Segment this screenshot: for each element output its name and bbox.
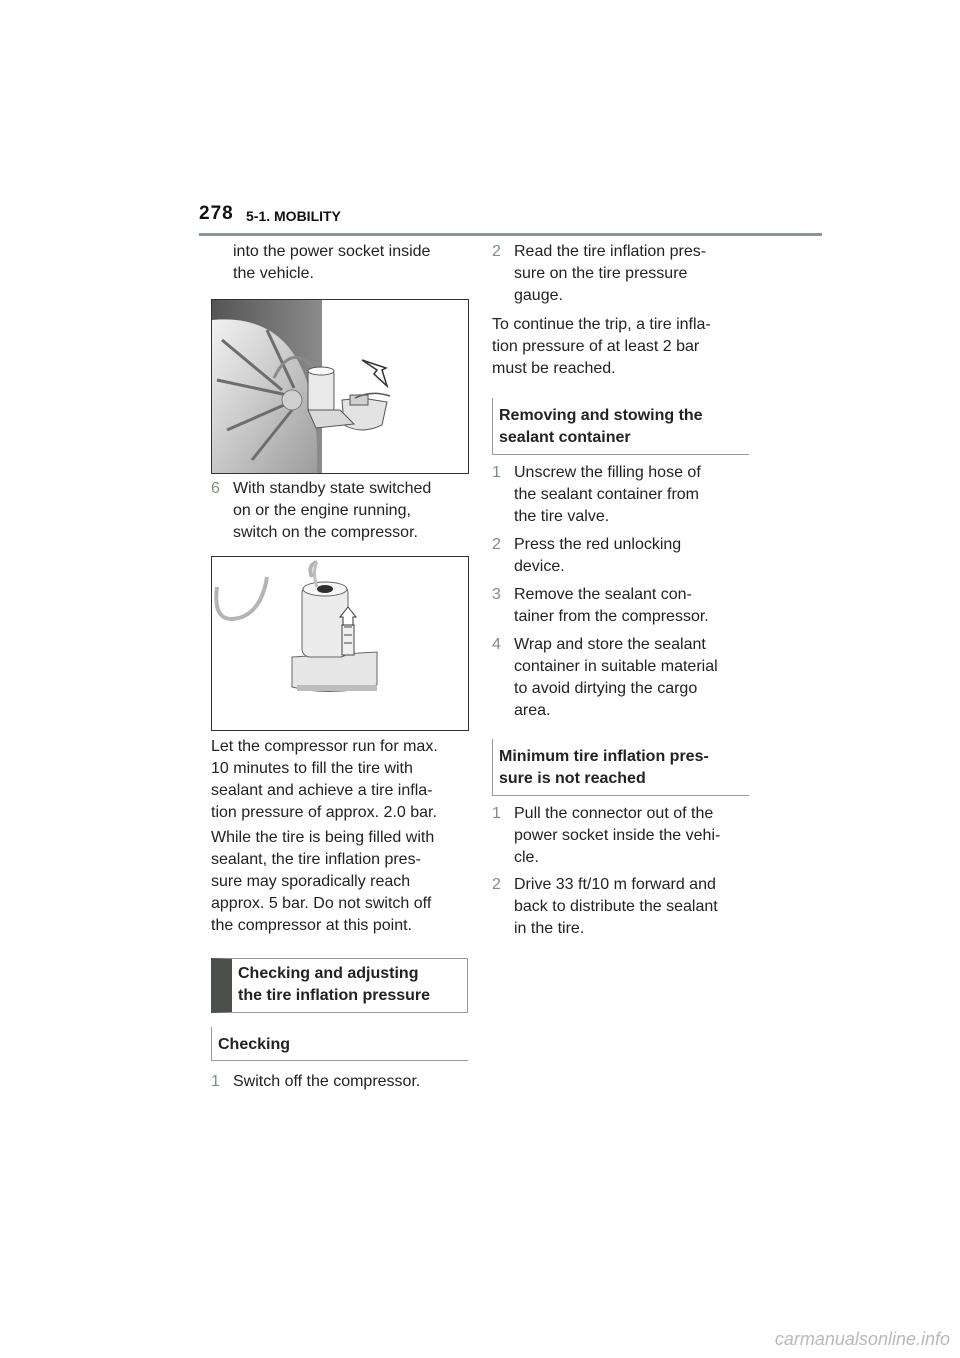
remove-step-3: 3 Remove the sealant con- tainer from the compressor. [492, 586, 709, 625]
wheel-compressor-illustration [212, 300, 468, 473]
paragraph-continue-trip: To continue the trip, a tire infla- tion pressure of at least 2 bar must be reached. [492, 316, 711, 377]
section-title: 5-1. MOBILITY [246, 208, 341, 224]
intro-text: into the power socket inside the vehicle. [233, 243, 431, 282]
paragraph-run-time: Let the compressor run for max. 10 minutes to fill the tire with sealant and achieve a tire infla- tion pressure of approx. 2.0 bar. [211, 738, 438, 821]
check-step-2: 2 Read the tire inflation pres- sure on the tire pressure gauge. [492, 243, 707, 304]
figure-compressor [211, 556, 469, 731]
check-step-1: 1 Switch off the compressor. [211, 1073, 421, 1090]
page-number: 278 [199, 203, 234, 224]
min-step-1: 1 Pull the connector out of the power socket inside the vehi- cle. [492, 805, 721, 866]
heading-removing-stowing: Removing and stowing the sealant container [492, 398, 749, 455]
remove-step-4: 4 Wrap and store the sealant container in suitable material to avoid dirtying the cargo area. [492, 636, 718, 719]
watermark: carmanualsonline.info [774, 1329, 950, 1349]
paragraph-filling-note: While the tire is being filled with sealant, the tire inflation pres- sure may sporadically reach approx. 5 bar. Do not switch off the compressor at this point. [211, 829, 435, 934]
remove-step-1: 1 Unscrew the filling hose of the sealant container from the tire valve. [492, 464, 701, 525]
heading-checking: Checking [211, 1027, 468, 1061]
heading-minimum-pressure: Minimum tire inflation pres- sure is not reached [492, 739, 749, 796]
heading-checking-adjusting: Checking and adjusting the tire inflation pressure [211, 958, 468, 1013]
header-rule [199, 233, 822, 236]
remove-step-2: 2 Press the red unlocking device. [492, 536, 682, 575]
compressor-illustration [212, 557, 468, 730]
figure-wheel-compressor [211, 299, 469, 474]
min-step-2: 2 Drive 33 ft/10 m forward and back to distribute the sealant in the tire. [492, 876, 718, 937]
step-6: 6 With standby state switched on or the engine running, switch on the compressor. [211, 480, 432, 541]
